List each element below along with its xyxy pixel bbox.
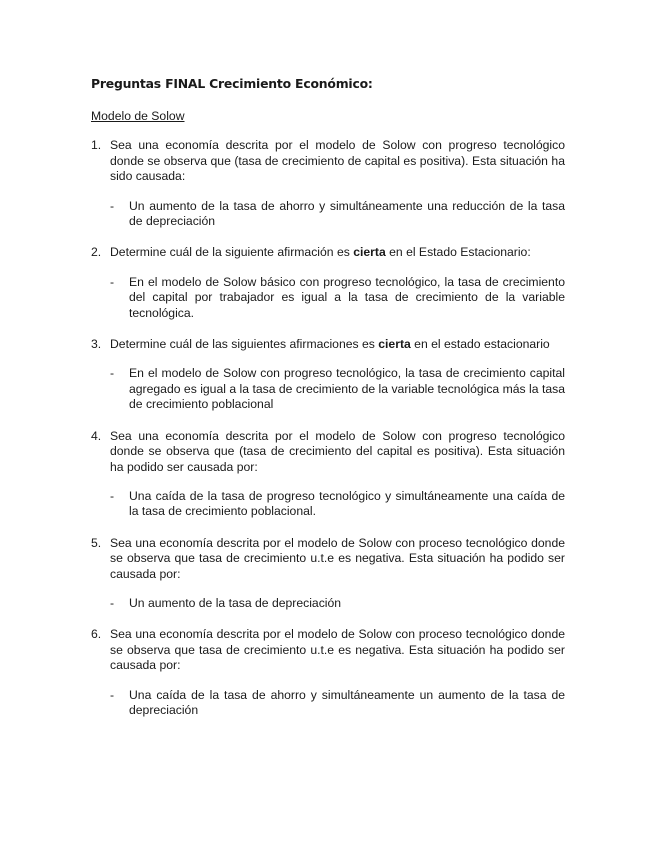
question-2 <box>91 245 565 260</box>
question-text-part: en el estado estacionario <box>410 337 550 352</box>
answer-bullet: - <box>110 366 115 381</box>
question-number: 5. <box>91 535 102 550</box>
answer-text: En el modelo de Solow básico con progreso tecnológico, la tasa de crecimiento del capital por trabajador es igual a la tasa de crecimiento de la variable tecnológica. <box>129 274 565 320</box>
question-number: 2. <box>91 245 102 260</box>
answer-bullet: - <box>110 595 115 610</box>
question-6 <box>91 627 565 673</box>
question-number: 1. <box>91 138 102 153</box>
answer-1 <box>91 199 565 230</box>
question-4 <box>91 429 565 475</box>
answer-text: En el modelo de Solow con progreso tecnológico, la tasa de crecimiento capital agregado es igual a la tasa de crecimiento de la variable tecnológica más la tasa de crecimiento poblacional <box>129 366 565 412</box>
answer-text: Una caída de la tasa de progreso tecnológico y simultáneamente una caída de la tasa de crecimiento poblacional. <box>129 488 565 519</box>
question-1 <box>91 138 565 184</box>
section-heading: Modelo de Solow <box>91 109 185 123</box>
question-number: 6. <box>91 627 102 642</box>
answer-bullet: - <box>110 488 115 503</box>
question-emphasis: cierta <box>378 337 411 352</box>
answer-2 <box>91 275 565 321</box>
answer-bullet: - <box>110 274 115 289</box>
answer-3 <box>91 366 565 412</box>
question-text-part: Determine cuál de las siguientes afirmaciones es <box>110 337 379 352</box>
question-number: 4. <box>91 428 102 443</box>
answer-4 <box>91 489 565 520</box>
question-3 <box>91 337 565 352</box>
question-text <box>110 245 565 260</box>
document-title: Preguntas FINAL Crecimiento Económico: <box>91 76 373 91</box>
question-emphasis: cierta <box>353 245 386 260</box>
answer-bullet: - <box>110 687 115 702</box>
answer-text: Una caída de la tasa de ahorro y simultáneamente un aumento de la tasa de depreciación <box>129 687 565 717</box>
question-text-part: en el Estado Estacionario: <box>385 245 531 260</box>
answer-text: Un aumento de la tasa de depreciación <box>129 595 342 610</box>
answer-6 <box>91 688 565 719</box>
question-5 <box>91 536 565 582</box>
question-text: Sea una economía descrita por el modelo de Solow con proceso tecnológico donde se observa que tasa de crecimiento u.t.e es negativa. Esta situación ha podido ser causada por: <box>110 627 565 673</box>
answer-bullet: - <box>110 198 115 213</box>
document-page <box>91 76 565 734</box>
question-number: 3. <box>91 337 102 352</box>
question-text-part: Determine cuál de la siguiente afirmación es <box>110 245 354 260</box>
question-text: Sea una economía descrita por el modelo de Solow con progreso tecnológico donde se observa que (tasa de crecimiento de capital es positiva). Esta situación ha sido causada: <box>110 138 565 184</box>
question-text: Sea una economía descrita por el modelo de Solow con progreso tecnológico donde se observa que (tasa de crecimiento del capital es positiva). Esta situación ha podido ser causada por: <box>110 428 565 474</box>
question-text <box>110 337 565 352</box>
question-text: Sea una economía descrita por el modelo de Solow con proceso tecnológico donde se observa que tasa de crecimiento u.t.e es negativa. Esta situación ha podido ser causada por: <box>110 535 565 581</box>
answer-5 <box>91 596 565 611</box>
answer-text: Un aumento de la tasa de ahorro y simultáneamente una reducción de la tasa de depreciación <box>129 198 565 229</box>
